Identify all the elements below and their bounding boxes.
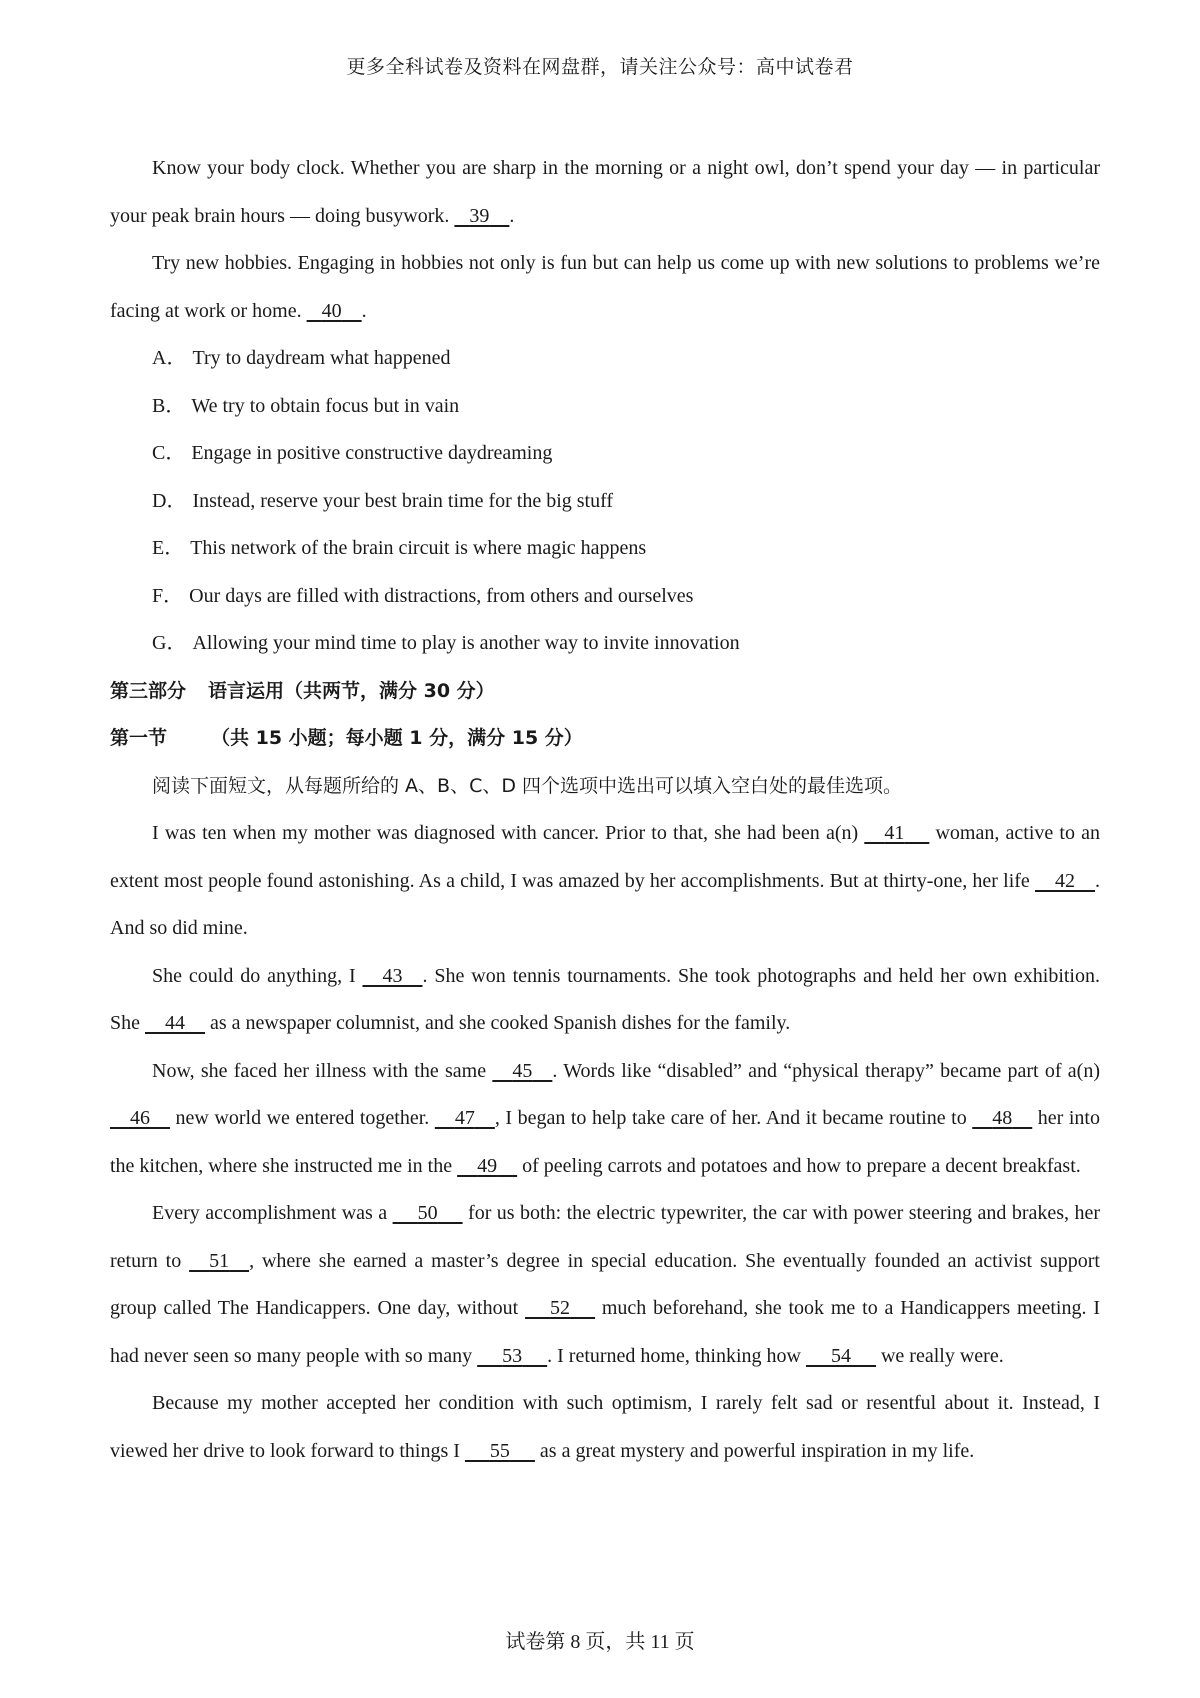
- blank-42: 42: [1055, 869, 1075, 892]
- blank-48: 48: [992, 1107, 1013, 1129]
- cloze-paragraph-5: Because my mother accepted her condition with such optimism, I rarely felt sad or resentful about it. Instead, I viewed her drive to look forward to things I 55 as a great mystery and powerful inspiration in my life.: [110, 1380, 1100, 1475]
- page-header-notice: 更多全科试卷及资料在网盘群，请关注公众号：高中试卷君: [346, 57, 854, 78]
- paragraph-text: Know your body clock. Whether you are sharp in the morning or a night owl, don’t spend your day — in particular your peak brain hours — doing busywork.: [110, 157, 1100, 227]
- blank-54: 54: [830, 1344, 851, 1367]
- cloze-paragraph-4: Every accomplishment was a 50 for us both: the electric typewriter, the car with power steering and brakes, her return to 51 , where she earned a master’s degree in special education. She eventually founded an activist support group called The Handicappers. One day, without 52 much beforehand, she took me to a Handicappers meeting. I had never seen so many people with so many 53 . I returned home, thinking how 54 we really were.: [110, 1190, 1100, 1380]
- blank-39: 39: [469, 204, 490, 227]
- blank-46: 46: [130, 1107, 150, 1129]
- blank-47: 47: [454, 1107, 475, 1129]
- blank-53: 53: [502, 1344, 523, 1367]
- blank-45: 45: [512, 1059, 533, 1082]
- option-e: E． This network of the brain circuit is where magic happens: [152, 537, 647, 559]
- blank-41: 41: [884, 822, 905, 844]
- blank-44: 44: [165, 1012, 185, 1034]
- blank-40: 40: [321, 299, 342, 322]
- option-b: B． We try to obtain focus but in vain: [152, 394, 460, 417]
- cloze-instructions: 阅读下面短文，从每题所给的 A、B、C、D 四个选项中选出可以填入空白处的最佳选项。: [152, 774, 903, 797]
- blank-49: 49: [477, 1154, 498, 1177]
- option-a: A． Try to daydream what happened: [152, 347, 451, 369]
- blank-43: 43: [382, 964, 403, 987]
- page-footer-number: 试卷第 8 页，共 11 页: [505, 1631, 695, 1653]
- document-body: [110, 145, 1100, 1475]
- paragraph-text: Try new hobbies. Engaging in hobbies not only is fun but can help us come up with new solutions to problems we’re facing at work or home.: [110, 252, 1100, 322]
- cloze-paragraph-2: She could do anything, I 43 . She won tennis tournaments. She took photographs and held her own exhibition. She 44 as a newspaper columnist, and she cooked Spanish dishes for the family.: [110, 953, 1100, 1048]
- blank-52: 52: [550, 1297, 571, 1319]
- option-d: D． Instead, reserve your best brain time for the big stuff: [152, 489, 614, 512]
- option-g: G． Allowing your mind time to play is another way to invite innovation: [152, 632, 740, 654]
- option-c: C． Engage in positive constructive daydreaming: [152, 442, 553, 464]
- blank-50: 50: [417, 1202, 438, 1224]
- paragraph-hobbies: Try new hobbies. Engaging in hobbies not only is fun but can help us come up with new solutions to problems we’re facing at work or home. 40 .: [110, 240, 1100, 335]
- section1-heading: 第一节 （共 15 小题；每小题 1 分，满分 15 分）: [110, 727, 583, 749]
- blank-51: 51: [209, 1249, 230, 1272]
- blank-55: 55: [489, 1439, 510, 1462]
- cloze-paragraph-3: Now, she faced her illness with the same 45 . Words like “disabled” and “physical therapy” became part of a(n) 46 new world we entered together. 47 , I began to help take care of her. And it became routine to 48 her into the kitchen, where she instructed me in the 49 of peeling carrots and potatoes and how to prepare a decent breakfast.: [110, 1048, 1100, 1191]
- cloze-paragraph-1: I was ten when my mother was diagnosed with cancer. Prior to that, she had been a(n) 41 woman, active to an extent most people found astonishing. As a child, I was amazed by her accomplishments. But at thirty-one, her life 42 . And so did mine.: [110, 810, 1100, 953]
- option-f: F． Our days are filled with distractions, from others and ourselves: [152, 584, 694, 607]
- part3-heading: 第三部分 语言运用（共两节，满分 30 分）: [110, 679, 495, 702]
- paragraph-body-clock: Know your body clock. Whether you are sharp in the morning or a night owl, don’t spend your day — in particular your peak brain hours — doing busywork. 39 .: [110, 145, 1100, 240]
